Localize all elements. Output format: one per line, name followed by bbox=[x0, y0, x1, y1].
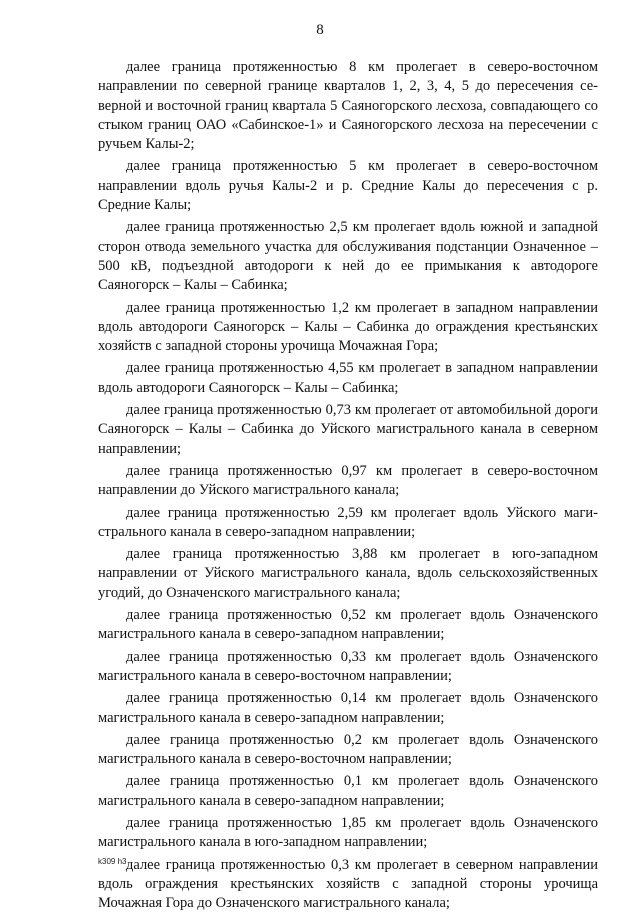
paragraph-3: далее граница протяженностью 2,5 км пролегает вдоль южной и западной сторон отвода земельного участка для обслуживания подстанции Означенное – 500 кВ, подъездной автодороги к ней до ее примыкания к автодороге Саяногорск – Калы – Сабинка; bbox=[98, 219, 598, 294]
paragraph-7: далее граница протяженностью 0,97 км пролегает в северо-восточном направлении до Уйского магистрального канала; bbox=[98, 462, 598, 499]
paragraph-12: далее граница протяженностью 0,14 км пролегает вдоль Означенского магистрального канала в северо-западном направлении; bbox=[98, 690, 598, 726]
footer-document-code: k309 h3 bbox=[98, 857, 127, 866]
paragraph-9: далее граница протяженностью 3,88 км пролегает в юго-западном направлении от Уйского магистрального канала, вдоль сельскохозяйственных угодий, до Означенского магистрального канала; bbox=[98, 546, 598, 601]
paragraph-2: далее граница протяженностью 5 км пролегает в северо-восточном направлении вдоль ручья Калы-2 и р. Средние Калы до пересечения с р. Средние Калы; bbox=[98, 158, 598, 214]
paragraph-6: далее граница протяженностью 0,73 км пролегает от автомобильной дороги Саяногорск – Калы – Сабинка до Уйского магистрального канала в северном направлении; bbox=[98, 402, 598, 457]
paragraph-13: далее граница протяженностью 0,2 км пролегает вдоль Означенского магистрального канала в северо-восточном направлении; bbox=[98, 731, 598, 768]
paragraph-16: далее граница протяженностью 0,3 км пролегает в северном направлении вдоль ограждения крестьянских хозяйств с западной стороны урочища Мочажная Гора до Означенского магистрального канала; bbox=[98, 856, 598, 912]
paragraph-15: далее граница протяженностью 1,85 км пролегает вдоль Означенского магистрального канала в юго-западном направлении; bbox=[98, 814, 598, 851]
paragraph-11: далее граница протяженностью 0,33 км пролегает вдоль Означенского магистрального канала в северо-восточном направлении; bbox=[98, 648, 598, 684]
paragraph-14: далее граница протяженностью 0,1 км пролегает вдоль Означенского магистрального канала в северо-западном направлении; bbox=[98, 773, 598, 809]
document-body bbox=[98, 58, 598, 916]
paragraph-10: далее граница протяженностью 0,52 км пролегает вдоль Означенского магистрального канала в северо-западном направлении; bbox=[98, 607, 598, 643]
paragraph-1: далее граница протяженностью 8 км пролегает в северо-восточном направлении по северной границе кварталов 1, 2, 3, 4, 5 до пересечения северной и восточной границ квартала 5 Саяногорского лесхоза, совпадающего со стыком границ ОАО «Сабинское-1» и Саяногорского лесхоза на пересечении с ручьем Калы-2; bbox=[98, 59, 598, 153]
paragraph-5: далее граница протяженностью 4,55 км пролегает в западном направлении вдоль автодороги Саяногорск – Калы – Сабинка; bbox=[98, 360, 598, 396]
paragraph-8: далее граница протяженностью 2,59 км пролегает вдоль Уйского магистрального канала в северо-западном направлении; bbox=[98, 504, 598, 540]
page-number: 8 bbox=[316, 22, 324, 38]
paragraph-4: далее граница протяженностью 1,2 км пролегает в западном направлении вдоль автодороги Саяногорск – Калы – Сабинка до ограждения крестьянских хозяйств с западной стороны урочища Мочажная Гора; bbox=[98, 299, 598, 355]
